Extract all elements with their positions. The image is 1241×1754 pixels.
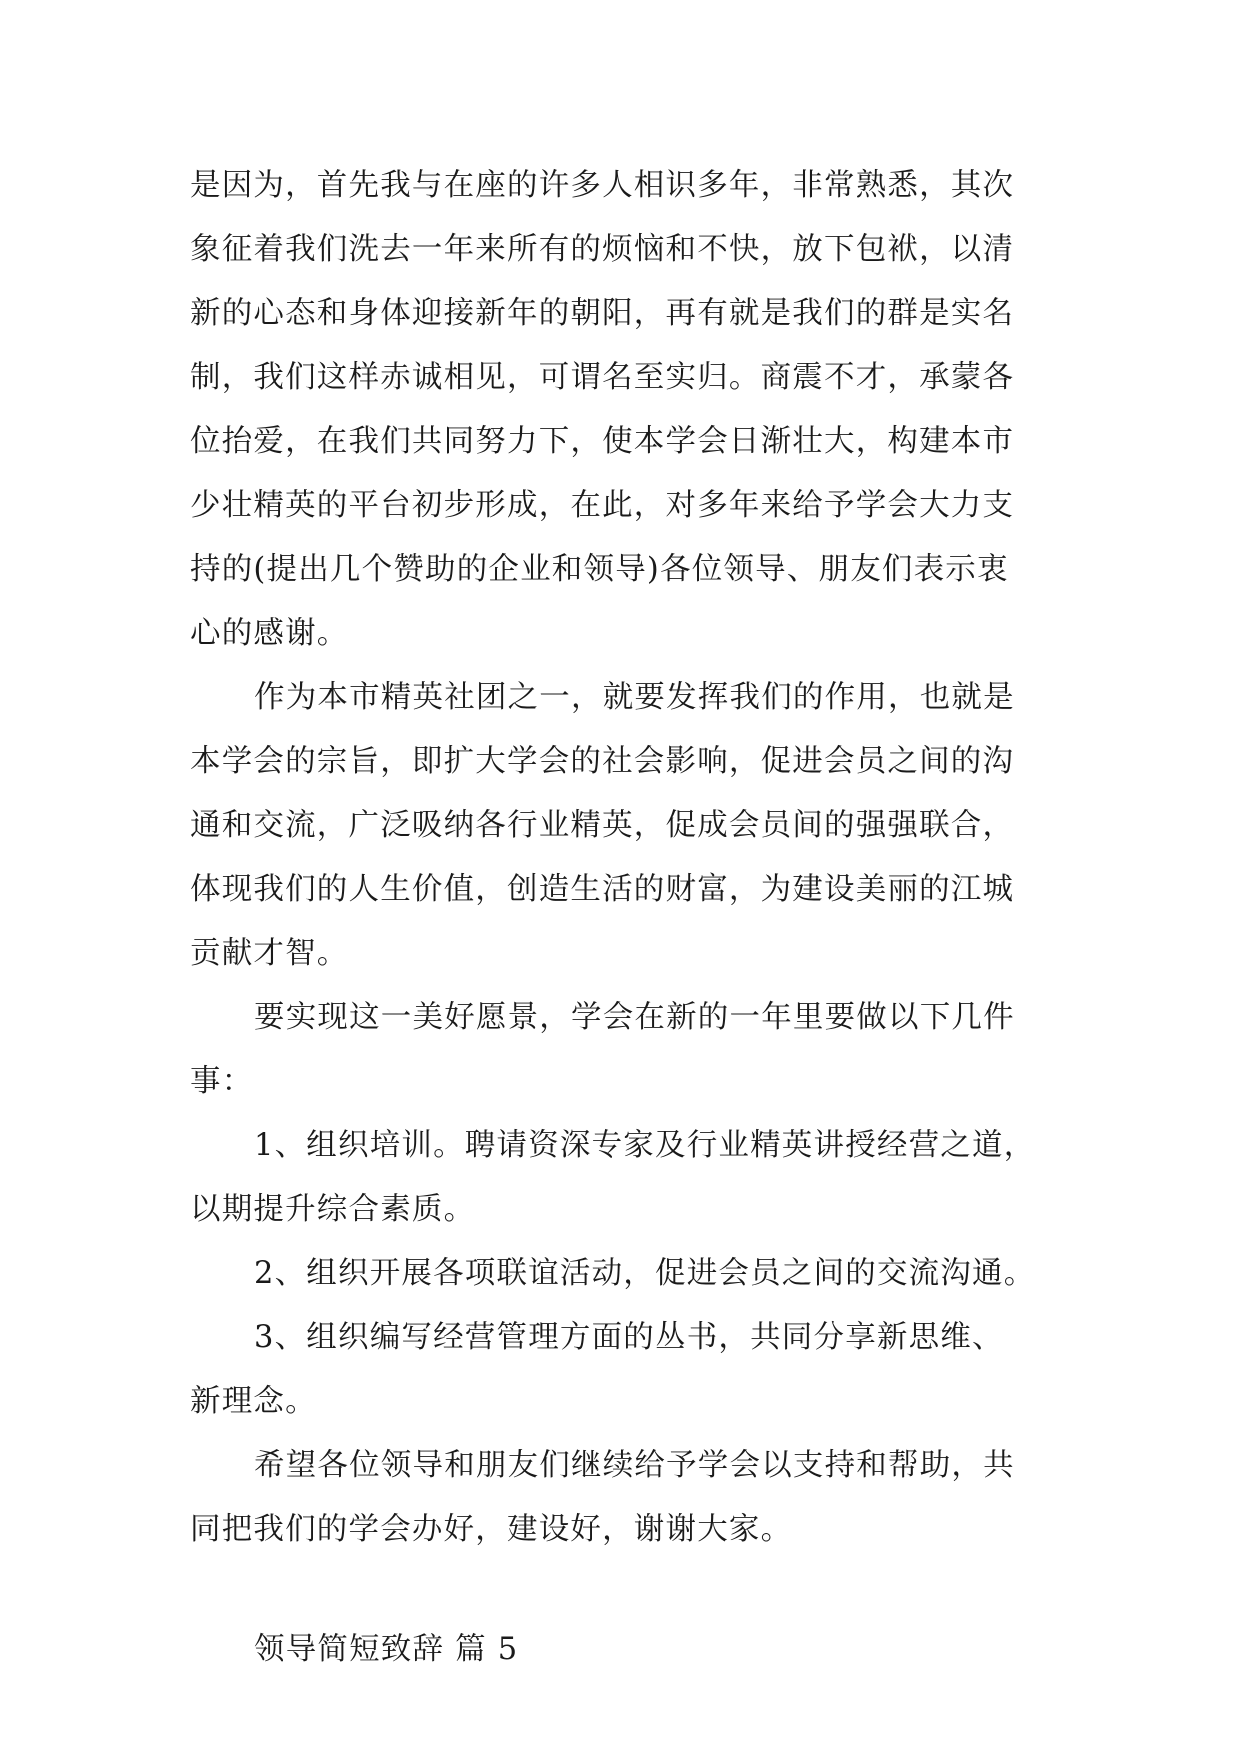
- text-line: 是因为，首先我与在座的许多人相识多年，非常熟悉，其次: [190, 168, 1015, 203]
- text-line: 心的感谢。: [190, 616, 349, 651]
- paragraph-first-line: 作为本市精英社团之一，就要发挥我们的作用，也就是: [254, 680, 1015, 715]
- text-line: 象征着我们洗去一年来所有的烦恼和不快，放下包袱，以清: [190, 232, 1015, 267]
- text-line: 制，我们这样赤诚相见，可谓名至实归。商震不才，承蒙各: [190, 360, 1015, 395]
- list-item-1: 1、组织培训。聘请资深专家及行业精英讲授经营之道，: [254, 1128, 1036, 1163]
- list-item-2: 2、组织开展各项联谊活动，促进会员之间的交流沟通。: [254, 1256, 1036, 1291]
- text-line: 少壮精英的平台初步形成，在此，对多年来给予学会大力支: [190, 488, 1015, 523]
- section-heading: 领导简短致辞 篇 5: [254, 1632, 519, 1667]
- list-item-3: 3、组织编写经营管理方面的丛书，共同分享新思维、: [254, 1320, 1004, 1355]
- paragraph-first-line: 要实现这一美好愿景，学会在新的一年里要做以下几件: [254, 1000, 1015, 1035]
- text-line: 体现我们的人生价值，创造生活的财富，为建设美丽的江城: [190, 872, 1015, 907]
- text-line: 本学会的宗旨，即扩大学会的社会影响，促进会员之间的沟: [190, 744, 1015, 779]
- paragraph-first-line: 希望各位领导和朋友们继续给予学会以支持和帮助，共: [254, 1448, 1015, 1483]
- text-line: 贡献才智。: [190, 936, 349, 971]
- text-line: 持的(提出几个赞助的企业和领导)各位领导、朋友们表示衷: [190, 552, 1009, 587]
- text-line: 同把我们的学会办好，建设好，谢谢大家。: [190, 1512, 793, 1547]
- text-line: 新的心态和身体迎接新年的朝阳，再有就是我们的群是实名: [190, 296, 1015, 331]
- text-line: 位抬爱，在我们共同努力下，使本学会日渐壮大，构建本市: [190, 424, 1015, 459]
- text-line: 事：: [190, 1064, 254, 1099]
- text-line: 以期提升综合素质。: [190, 1192, 476, 1227]
- text-line: 新理念。: [190, 1384, 317, 1419]
- text-line: 通和交流，广泛吸纳各行业精英，促成会员间的强强联合，: [190, 808, 1015, 843]
